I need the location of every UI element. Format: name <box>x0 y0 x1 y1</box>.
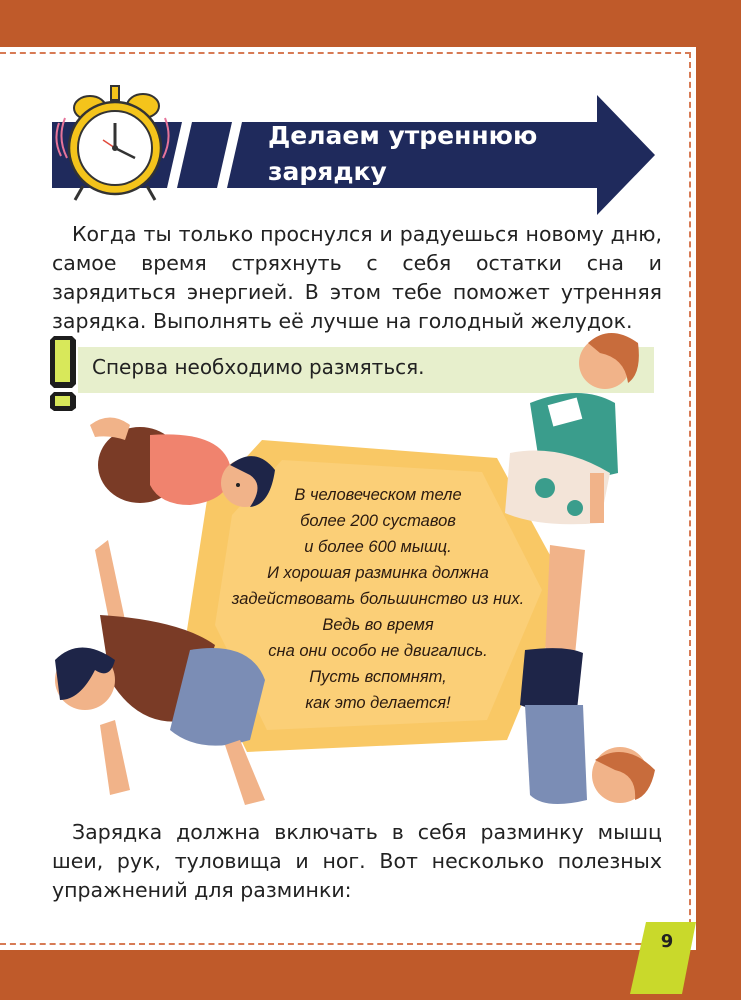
exclamation-icon <box>50 336 80 411</box>
fact-line: Пусть вспомнят, <box>309 668 447 686</box>
bottom-text: Зарядка должна включать в себя разминку мышц шеи, рук, туловища и ног. Вот несколько полезных упражнений для разминки: <box>52 820 662 902</box>
page-number: 9 <box>660 931 674 952</box>
fact-line: И хорошая разминка должна <box>267 564 489 582</box>
fact-line: Ведь во время <box>322 616 434 634</box>
alarm-clock-icon <box>55 78 175 208</box>
fact-line: сна они особо не двигались. <box>268 642 488 660</box>
intro-paragraph <box>52 220 662 336</box>
fact-line: задействовать большинство из них. <box>231 590 525 608</box>
bottom-paragraph <box>52 818 662 905</box>
kid-shoulder-stand-illustration <box>505 545 660 810</box>
kid-stretching-illustration <box>40 540 275 815</box>
note-text: Сперва необходимо размяться. <box>92 355 425 379</box>
kid-sitting-illustration <box>500 323 650 528</box>
fact-line: как это делается! <box>305 694 451 712</box>
page-title-line-1: Делаем утреннюю <box>268 121 538 150</box>
page-title-line-2: зарядку <box>268 157 387 186</box>
kid-curled-illustration <box>90 405 290 515</box>
fact-line: В человеческом теле <box>294 486 462 504</box>
page-title <box>268 118 598 190</box>
fact-line: более 200 суставов <box>300 512 456 530</box>
fact-line: и более 600 мышц. <box>304 538 452 556</box>
intro-text: Когда ты только проснулся и радуешься новому дню, самое время стряхнуть с себя остатки сна и зарядиться энергией. В этом тебе поможет утренняя зарядка. Выполнять её лучше на голодный желудок. <box>52 222 662 333</box>
